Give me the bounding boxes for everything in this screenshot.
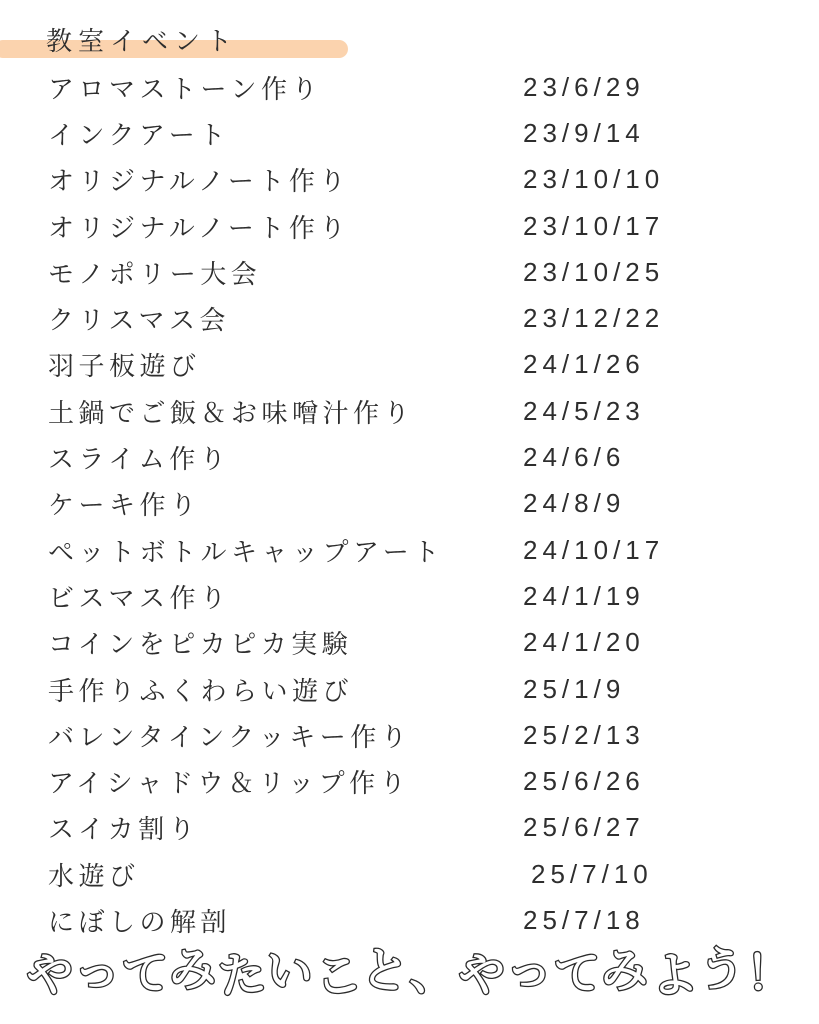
event-date: 23/10/25 [523, 256, 665, 287]
event-name: にぼしの解剖 [48, 906, 232, 937]
event-row [0, 249, 819, 295]
event-row [0, 758, 819, 804]
event-name: 水遊び [48, 860, 140, 891]
event-date: 24/1/19 [523, 580, 645, 611]
event-row [0, 434, 819, 480]
event-row [0, 805, 819, 851]
event-date: 24/10/17 [523, 534, 665, 565]
event-date: 23/10/17 [523, 210, 665, 241]
event-date: 23/10/10 [523, 164, 665, 195]
event-name: ケーキ作り [48, 490, 201, 521]
event-name: アロマストーン作り [48, 73, 322, 104]
event-date: 24/5/23 [523, 395, 645, 426]
event-name: 羽子板遊び [48, 351, 201, 382]
event-date: 23/12/22 [523, 303, 665, 334]
event-name: スイカ割り [48, 814, 200, 845]
event-date: 25/1/9 [523, 673, 626, 704]
event-row [0, 481, 819, 527]
event-date: 24/6/6 [523, 442, 626, 473]
event-name: スライム作り [48, 444, 231, 475]
event-name: 土鍋でご飯＆お味噌汁作り [48, 397, 415, 428]
event-row [0, 573, 819, 619]
event-name: クリスマス会 [48, 305, 230, 336]
event-row [0, 620, 819, 666]
event-row [0, 157, 819, 203]
event-name: インクアート [48, 119, 230, 150]
event-name: アイシャドウ＆リップ作り [48, 768, 411, 799]
event-row [0, 527, 819, 573]
event-row [0, 666, 819, 712]
event-date: 25/7/10 [531, 858, 653, 889]
event-date: 23/9/14 [523, 117, 645, 148]
event-name: 手作りふくわらい遊び [48, 675, 354, 706]
event-name: ビスマス作り [48, 582, 231, 613]
event-row [0, 342, 819, 388]
event-row [0, 388, 819, 434]
event-name: バレンタインクッキー作り [48, 721, 412, 752]
event-date: 25/2/13 [523, 719, 645, 750]
event-name: オリジナルノート作り [48, 166, 350, 197]
event-date: 23/6/29 [523, 71, 645, 102]
event-date: 25/6/27 [523, 812, 645, 843]
event-date: 25/7/18 [523, 904, 645, 935]
event-row [0, 110, 819, 156]
event-name: ペットボトルキャップアート [48, 536, 444, 567]
event-name: コインをピカピカ実験 [48, 629, 353, 660]
event-row [0, 64, 819, 110]
page-title: 教室イベント [46, 26, 239, 56]
event-date: 24/1/26 [523, 349, 645, 380]
footer-slogan: やってみたいこと、やってみよう！ [22, 940, 795, 1005]
event-date: 25/6/26 [523, 766, 645, 797]
event-row [0, 712, 819, 758]
event-list [0, 64, 819, 944]
event-row [0, 851, 819, 897]
event-date: 24/8/9 [523, 488, 626, 519]
event-row [0, 203, 819, 249]
event-name: モノポリー大会 [48, 258, 262, 289]
event-date: 24/1/20 [523, 627, 645, 658]
event-row [0, 295, 819, 341]
event-name: オリジナルノート作り [48, 212, 350, 243]
